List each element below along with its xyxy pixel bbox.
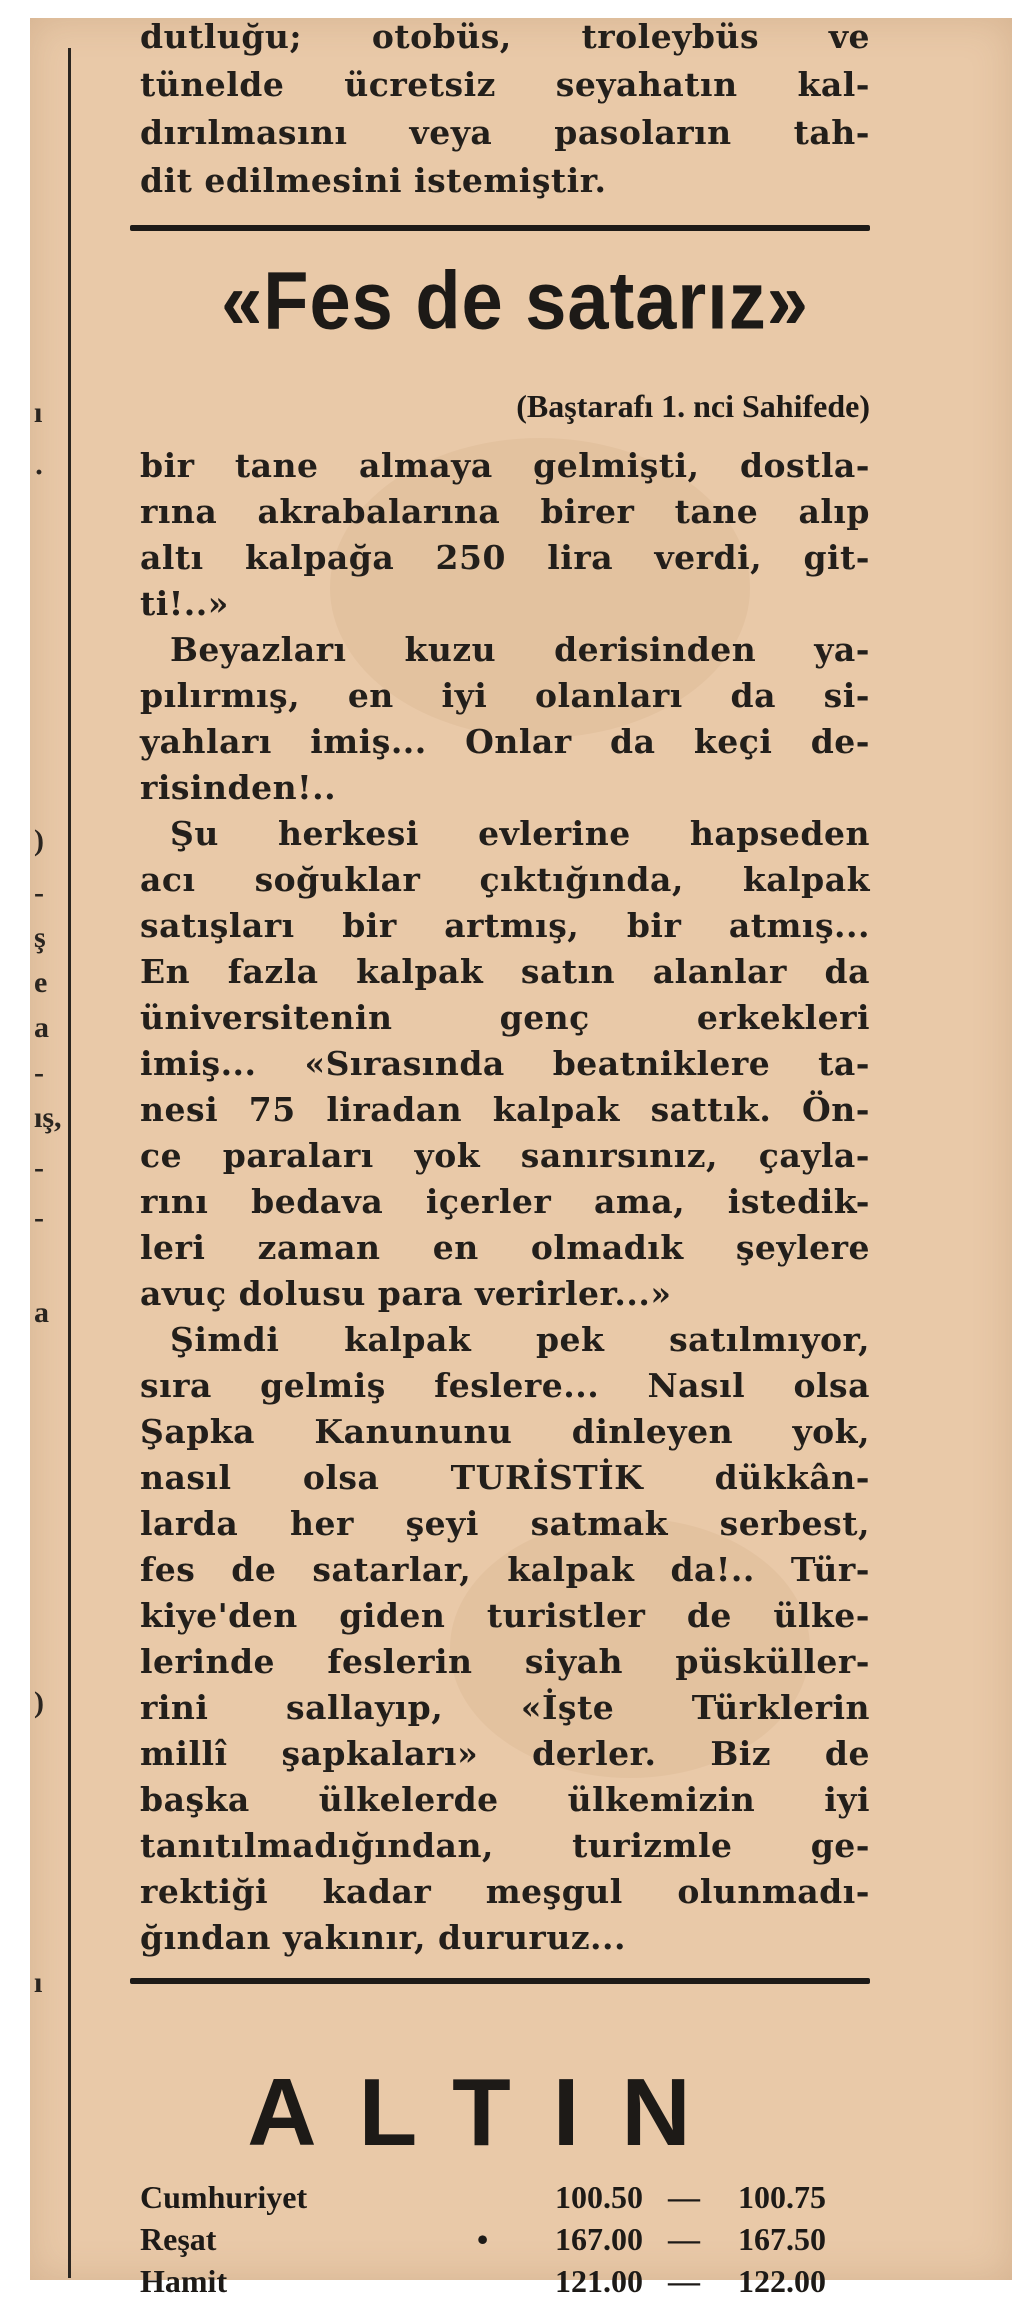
top-fragment-line: dırılmasını veya pasoların tah-: [140, 113, 870, 152]
left-fragment: -: [34, 1201, 44, 1234]
left-fragment: ş: [34, 921, 46, 954]
gold-price-row: [140, 2176, 870, 2218]
left-fragment: ış,: [34, 1101, 62, 1134]
article-line: yahları imiş... Onlar da keçi de-: [140, 722, 870, 761]
buy-price: 167.00: [555, 2221, 643, 2257]
article-line: rini sallayıp, «İşte Türklerin: [140, 1688, 870, 1727]
column-divider: [68, 48, 71, 2278]
article-line: Şapka Kanununu dinleyen yok,: [140, 1412, 870, 1451]
price-separator: —: [668, 2221, 700, 2257]
article-line: larda her şeyi satmak serbest,: [140, 1504, 870, 1543]
article-line: millî şapkaları» derler. Biz de: [140, 1734, 870, 1773]
article-line: ğından yakınır, dururuz...: [140, 1918, 627, 1957]
article-line: lerinde feslerin siyah püsküller-: [140, 1642, 870, 1681]
left-fragment: a: [34, 1011, 49, 1044]
continued-from-note: (Baştarafı 1. nci Sahifede): [516, 388, 870, 424]
section-rule: [130, 1978, 870, 1984]
article-line: başka ülkelerde ülkemizin iyi: [140, 1780, 870, 1819]
article-line: rektiği kadar meşgul olunmadı-: [140, 1872, 870, 1911]
article-line: En fazla kalpak satın alanlar da: [140, 952, 870, 991]
left-fragment: -: [34, 1151, 44, 1184]
left-fragment: e: [34, 966, 48, 999]
coin-name: Reşat: [140, 2221, 217, 2257]
article-line: Şu herkesi evlerine hapseden: [170, 814, 870, 853]
buy-price: 100.50: [555, 2179, 643, 2215]
left-fragment: ·: [34, 456, 45, 489]
top-fragment-line: dutluğu; otobüs, troleybüs ve: [140, 17, 870, 56]
article-line: kiye'den giden turistler de ülke-: [140, 1596, 870, 1635]
left-fragment: ı: [34, 396, 43, 429]
left-fragment: a: [34, 1296, 49, 1329]
article-line: ce paraları yok sanırsınız, çayla-: [140, 1136, 870, 1175]
article-line: leri zaman en olmadık şeylere: [140, 1228, 870, 1267]
article-line: fes de satarlar, kalpak da!.. Tür-: [140, 1550, 870, 1589]
buy-price: 121.00: [555, 2263, 643, 2299]
top-fragment-line: tünelde ücretsiz seyahatın kal-: [140, 65, 870, 104]
sell-price: 100.75: [738, 2179, 826, 2215]
article-line: rına akrabalarına birer tane alıp: [140, 492, 870, 531]
article-line: risinden!..: [140, 768, 337, 807]
sell-price: 122.00: [738, 2263, 826, 2299]
coin-name: Cumhuriyet: [140, 2179, 308, 2215]
article-line: Beyazları kuzu derisinden ya-: [170, 630, 870, 669]
article-line: bir tane almaya gelmişti, dostla-: [140, 446, 870, 485]
gold-price-row: [140, 2260, 870, 2302]
article-line: tanıtılmadığından, turizmle ge-: [140, 1826, 870, 1865]
coin-name: Hamit: [140, 2263, 228, 2299]
price-separator: —: [668, 2179, 700, 2215]
article-line: nesi 75 liradan kalpak sattık. Ön-: [140, 1090, 870, 1129]
article-line: sıra gelmiş feslere... Nasıl olsa: [140, 1366, 870, 1405]
article-line: nasıl olsa TURİSTİK dükkân-: [140, 1458, 870, 1497]
article-line: satışları bir artmış, bir atmış...: [140, 906, 870, 945]
article-headline: «Fes de satarız»: [221, 254, 809, 347]
left-fragment: ): [34, 1686, 44, 1719]
price-separator: —: [668, 2263, 700, 2299]
top-fragment-line: dit edilmesini istemiştir.: [140, 161, 607, 200]
left-fragment: ı: [34, 1966, 43, 1999]
article-line: üniversitenin genç erkekleri: [140, 998, 870, 1037]
article-line: pılırmış, en iyi olanları da si-: [140, 676, 870, 715]
row-marker: •: [477, 2221, 489, 2257]
article-line: avuç dolusu para verirler...»: [140, 1274, 672, 1313]
sell-price: 167.50: [738, 2221, 826, 2257]
article-line: imiş... «Sırasında beatniklere ta-: [140, 1044, 870, 1083]
gold-prices-title: ALTIN: [247, 2059, 733, 2166]
left-fragment: -: [34, 876, 44, 909]
article-line: altı kalpağa 250 lira verdi, git-: [140, 538, 870, 577]
article-line: Şimdi kalpak pek satılmıyor,: [170, 1320, 870, 1359]
article-line: acı soğuklar çıktığında, kalpak: [140, 860, 870, 899]
left-fragment: ): [34, 824, 44, 857]
article-line: rını bedava içerler ama, istedik-: [140, 1182, 870, 1221]
left-fragment: -: [34, 1056, 44, 1089]
article-line: ti!..»: [140, 584, 229, 623]
section-rule: [130, 225, 870, 231]
gold-price-row: [140, 2218, 870, 2260]
newspaper-clipping: [30, 17, 1012, 2299]
